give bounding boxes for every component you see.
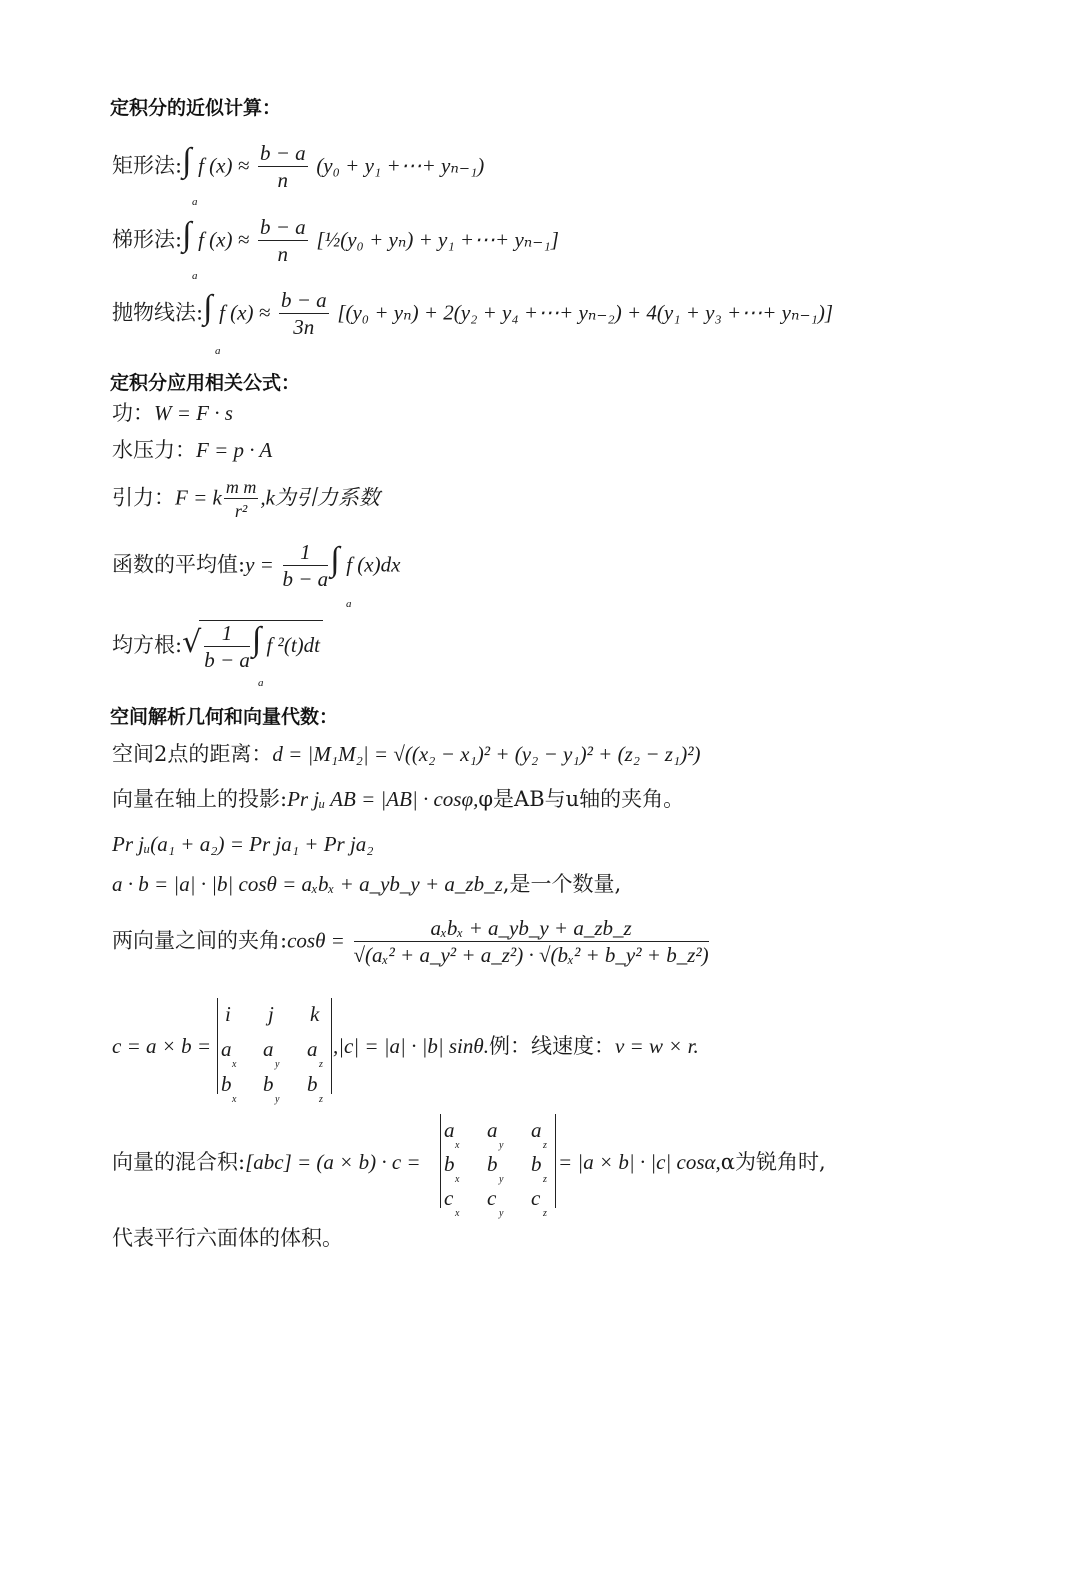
- cross-lhs: c = a × b =: [112, 1034, 212, 1058]
- projection-note: φ是AB与u轴的夹角。: [478, 787, 685, 811]
- mixed-note: α为锐角时,: [720, 1150, 826, 1174]
- formula-rectangle-method: 矩形法:∫ f (x) ≈ $\frac{b - a}{n}$ (y₀ + y₁ +⋯+ yₙ₋₁): [112, 141, 485, 192]
- section-title-space-geometry: 空间解析几何和向量代数：: [110, 706, 339, 728]
- distance-formula: d = |M₁M₂| = √((x₂ − x₁)² + (y₂ − y₁)² + (z₂ − z₁)²): [272, 742, 701, 766]
- formula-rms: 均方根:√ $\frac{1}{b - a}$ ∫ f ²(t)dt: [112, 620, 323, 671]
- trap-label: 梯形法:: [112, 227, 183, 252]
- formula-projection-linear: Pr jᵤ(a₁ + a₂) = Pr ja₁ + Pr ja₂: [112, 832, 374, 856]
- para-lower-limit: a: [215, 345, 221, 357]
- projection-formula: Pr jᵤ AB = |AB| · cosφ,: [287, 787, 479, 811]
- formula-work: 功：W = F · s: [112, 401, 233, 425]
- rms-lower-limit: a: [258, 677, 264, 689]
- formula-water-pressure: 水压力：F = p · A: [112, 438, 273, 462]
- formula-average-value: 函数的平均值:y = $\frac{1}{b - a}$ ∫ f (x)dx: [112, 540, 401, 591]
- section-title-applications: 定积分应用相关公式：: [110, 372, 301, 394]
- formula-angle: 两向量之间的夹角:cosθ = $\frac{\text{aₓbₓ + a\_yb\_y + a\_zb\_z}}{\text{√(aₓ² + a\_y² + a\_z²) · √(bₓ² + b\_y² + b\_z²)}}$: [112, 916, 709, 967]
- rect-label: 矩形法:: [112, 153, 183, 178]
- formula-trapezoid-method: 梯形法:∫ f (x) ≈ $\frac{b - a}{n}$ [½(y₀ + yₙ) + y₁ +⋯+ yₙ₋₁]: [112, 215, 559, 266]
- formula-mixed-product: 向量的混合积:[abc] = (a × b) · c =: [112, 1150, 421, 1174]
- formula-dot-product: [112, 874, 621, 895]
- grav-note: ,k为引力系数: [260, 485, 380, 510]
- formula-distance: 空间2点的距离：d = |M₁M₂| = √((x₂ − x₁)² + (y₂ − y₁)² + (z₂ − z₁)²): [112, 742, 701, 766]
- mixed-lhs: [abc] = (a × b) · c =: [245, 1150, 421, 1174]
- dot-formula: a · b = |a| · |b| cosθ = aₓbₓ + a_yb_y + a_zb_z: [112, 872, 503, 896]
- grav-fraction: $\frac{\text{m m}}{\text{r²}}$: [225, 477, 257, 521]
- mixed-rhs: = |a × b| · |c| cosα,: [558, 1150, 721, 1174]
- mixed-product-meaning: 代表平行六面体的体积。: [112, 1226, 343, 1250]
- cross-rhs: ,|c| = |a| · |b| sinθ.: [333, 1034, 489, 1058]
- water-formula: F = p · A: [196, 438, 273, 462]
- work-formula: W = F · s: [154, 401, 233, 425]
- para-fraction: $\frac{b - a}{3n}$: [280, 288, 327, 339]
- rect-fx: f (x) ≈: [198, 153, 250, 178]
- rms-radicand: $\frac{1}{b - a}$ ∫ f ²(t)dt: [199, 620, 323, 671]
- trap-sum: [½(y₀ + yₙ) + y₁ +⋯+ yₙ₋₁]: [316, 227, 559, 252]
- angle-fraction: $\frac{\text{aₓbₓ + a\_yb\_y + a\_zb\_z}}{\text{√(aₓ² + a\_y² + a\_z²) · √(bₓ² + b\_y² + b\_z²)}}$: [353, 916, 709, 967]
- dot-note: ,是一个数量,: [502, 872, 622, 896]
- rect-sum: (y₀ + y₁ +⋯+ yₙ₋₁): [316, 153, 485, 178]
- para-fx: f (x) ≈: [219, 300, 271, 325]
- trap-lower-limit: a: [192, 270, 198, 282]
- rect-lower-limit: a: [192, 196, 198, 208]
- formula-projection: 向量在轴上的投影:Pr jᵤ AB = |AB| · cosφ,φ是AB与u轴的夹角。: [112, 787, 685, 811]
- trap-fx: f (x) ≈: [198, 227, 250, 252]
- avg-integrand: f (x)dx: [346, 552, 401, 577]
- avg-lower-limit: a: [346, 598, 352, 610]
- section-title-approx: 定积分的近似计算：: [110, 97, 282, 119]
- para-sum: [(y₀ + yₙ) + 2(y₂ + y₄ +⋯+ yₙ₋₂) + 4(y₁ + y₃ +⋯+ yₙ₋₁)]: [337, 300, 834, 325]
- mixed-determinant: a x a y a z b x b y b z c x c y c z: [440, 1114, 556, 1208]
- para-label: 抛物线法:: [112, 300, 204, 325]
- rect-fraction: $\frac{b - a}{n}$: [259, 141, 306, 192]
- formula-cross-product: [112, 1036, 211, 1057]
- formula-parabola-method: 抛物线法:∫ f (x) ≈ $\frac{b - a}{3n}$ [(y₀ + yₙ) + 2(y₂ + y₄ +⋯+ yₙ₋₂) + 4(y₁ + y₃ +⋯+ yₙ₋₁)]: [112, 288, 834, 339]
- cross-example-formula: v = w × r.: [614, 1034, 699, 1058]
- avg-fraction: $\frac{1}{b - a}$: [282, 540, 329, 591]
- formula-mixed-rhs: [558, 1152, 826, 1173]
- formula-cross-magnitude: ,|c| = |a| · |b| sinθ.例：线速度：v = w × r.: [333, 1034, 699, 1058]
- cross-determinant: i j k a x a y a z b x b y b z: [217, 998, 332, 1094]
- formula-gravitation: 引力：F = k $\frac{\text{m m}}{\text{r²}}$ ,k为引力系数: [112, 477, 380, 521]
- trap-fraction: $\frac{b - a}{n}$: [259, 215, 306, 266]
